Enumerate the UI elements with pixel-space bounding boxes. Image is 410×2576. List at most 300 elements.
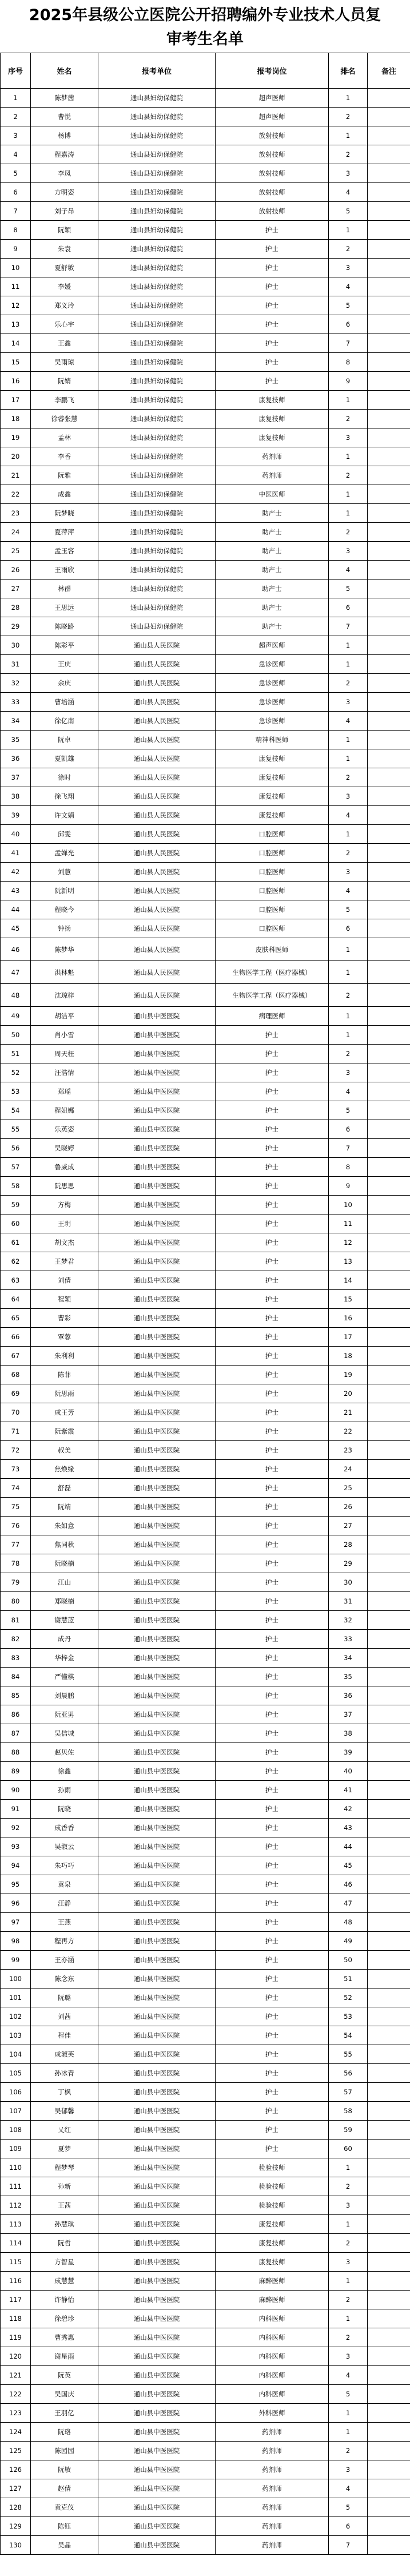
cell-rank: 16 — [329, 1309, 368, 1328]
table-row — [1, 749, 410, 768]
cell-position: 护士 — [216, 1875, 329, 1894]
cell-name: 阮珞 — [31, 2423, 98, 2442]
cell-note — [368, 2309, 410, 2328]
cell-unit: 通山县中医医院 — [98, 2442, 216, 2460]
cell-note — [368, 2385, 410, 2404]
table-row — [1, 2177, 410, 2196]
cell-index: 5 — [1, 164, 31, 183]
table-row — [1, 2234, 410, 2253]
cell-name: 阮紫霞 — [31, 1422, 98, 1441]
cell-rank: 51 — [329, 1970, 368, 1988]
table-row — [1, 655, 410, 674]
cell-name: 夏萍萍 — [31, 523, 98, 542]
cell-note — [368, 1233, 410, 1252]
cell-note — [368, 542, 410, 561]
cell-name: 王雨欣 — [31, 561, 98, 579]
cell-unit: 通山县中医医院 — [98, 1498, 216, 1517]
table-row — [1, 1705, 410, 1724]
cell-note — [368, 2234, 410, 2253]
cell-note — [368, 428, 410, 447]
cell-note — [368, 2196, 410, 2215]
cell-unit: 通山县人民医院 — [98, 844, 216, 863]
cell-index: 35 — [1, 731, 31, 749]
cell-rank: 45 — [329, 1856, 368, 1875]
table-row — [1, 391, 410, 410]
cell-note — [368, 1290, 410, 1309]
cell-position: 助产士 — [216, 504, 329, 523]
cell-index: 112 — [1, 2196, 31, 2215]
cell-name: 徐时 — [31, 768, 98, 787]
cell-unit: 通山县妇幼保健院 — [98, 428, 216, 447]
table-row — [1, 1479, 410, 1498]
cell-note — [368, 221, 410, 240]
cell-position: 药剂师 — [216, 2442, 329, 2460]
cell-rank: 1 — [329, 485, 368, 504]
cell-note — [368, 2366, 410, 2385]
cell-index: 65 — [1, 1309, 31, 1328]
cell-note — [368, 1611, 410, 1630]
cell-note — [368, 145, 410, 164]
cell-unit: 通山县中医医院 — [98, 1063, 216, 1082]
cell-position: 护士 — [216, 240, 329, 259]
cell-note — [368, 1649, 410, 1668]
cell-rank: 6 — [329, 315, 368, 334]
cell-unit: 通山县妇幼保健院 — [98, 277, 216, 296]
cell-rank: 11 — [329, 1214, 368, 1233]
cell-name: 吴郁馨 — [31, 2102, 98, 2121]
cell-unit: 通山县中医医院 — [98, 1686, 216, 1705]
cell-note — [368, 919, 410, 938]
cell-index: 100 — [1, 1970, 31, 1988]
cell-rank: 4 — [329, 806, 368, 825]
cell-name: 孙雨 — [31, 1781, 98, 1800]
cell-rank: 3 — [329, 164, 368, 183]
cell-rank: 4 — [329, 183, 368, 202]
cell-unit: 通山县妇幼保健院 — [98, 334, 216, 353]
cell-position: 护士 — [216, 315, 329, 334]
cell-unit: 通山县中医医院 — [98, 1479, 216, 1498]
cell-index: 11 — [1, 277, 31, 296]
table-row — [1, 844, 410, 863]
table-row — [1, 1101, 410, 1120]
cell-position: 护士 — [216, 1970, 329, 1988]
cell-rank: 22 — [329, 1422, 368, 1441]
cell-index: 74 — [1, 1479, 31, 1498]
cell-name: 朱利利 — [31, 1347, 98, 1366]
cell-position: 护士 — [216, 1800, 329, 1819]
cell-index: 40 — [1, 825, 31, 844]
cell-position: 康复技师 — [216, 2215, 329, 2234]
cell-unit: 通山县中医医院 — [98, 1271, 216, 1290]
cell-name: 王鑫 — [31, 334, 98, 353]
cell-index: 31 — [1, 655, 31, 674]
cell-position: 护士 — [216, 296, 329, 315]
cell-unit: 通山县人民医院 — [98, 787, 216, 806]
cell-unit: 通山县中医医院 — [98, 1592, 216, 1611]
table-row — [1, 1856, 410, 1875]
table-row — [1, 1120, 410, 1139]
cell-rank: 7 — [329, 2536, 368, 2555]
cell-position: 护士 — [216, 277, 329, 296]
cell-rank: 2 — [329, 2177, 368, 2196]
table-row — [1, 485, 410, 504]
cell-rank: 1 — [329, 447, 368, 466]
cell-note — [368, 315, 410, 334]
cell-position: 药剂师 — [216, 2423, 329, 2442]
cell-position: 护士 — [216, 1196, 329, 1214]
cell-unit: 通山县妇幼保健院 — [98, 410, 216, 428]
cell-unit: 通山县中医医院 — [98, 1611, 216, 1630]
cell-unit: 通山县妇幼保健院 — [98, 391, 216, 410]
cell-index: 93 — [1, 1837, 31, 1856]
table-row — [1, 2158, 410, 2177]
cell-name: 丁枫 — [31, 2083, 98, 2102]
table-row — [1, 2140, 410, 2158]
cell-unit: 通山县中医医院 — [98, 2177, 216, 2196]
cell-name: 徐鑫 — [31, 1762, 98, 1781]
table-row — [1, 2309, 410, 2328]
cell-index: 104 — [1, 2045, 31, 2064]
cell-index: 16 — [1, 372, 31, 391]
cell-index: 54 — [1, 1101, 31, 1120]
cell-name: 吴信城 — [31, 1724, 98, 1743]
cell-unit: 通山县中医医院 — [98, 2460, 216, 2479]
cell-rank: 26 — [329, 1498, 368, 1517]
table-row — [1, 2442, 410, 2460]
cell-rank: 6 — [329, 2517, 368, 2536]
cell-note — [368, 1403, 410, 1422]
cell-rank: 25 — [329, 1479, 368, 1498]
cell-rank: 2 — [329, 145, 368, 164]
table-row — [1, 693, 410, 712]
cell-position: 放射技师 — [216, 164, 329, 183]
cell-position: 护士 — [216, 1460, 329, 1479]
cell-note — [368, 1498, 410, 1517]
cell-rank: 1 — [329, 825, 368, 844]
cell-unit: 通山县中医医院 — [98, 1460, 216, 1479]
cell-index: 95 — [1, 1875, 31, 1894]
cell-index: 109 — [1, 2140, 31, 2158]
cell-rank: 27 — [329, 1517, 368, 1535]
table-row — [1, 1611, 410, 1630]
cell-rank: 1 — [329, 126, 368, 145]
cell-note — [368, 2121, 410, 2140]
cell-rank: 30 — [329, 1573, 368, 1592]
cell-position: 皮肤科医师 — [216, 938, 329, 961]
table-row — [1, 882, 410, 900]
cell-index: 116 — [1, 2272, 31, 2291]
cell-index: 58 — [1, 1177, 31, 1196]
cell-index: 18 — [1, 410, 31, 428]
cell-name: 程再方 — [31, 1932, 98, 1951]
cell-rank: 34 — [329, 1649, 368, 1668]
cell-note — [368, 1479, 410, 1498]
cell-index: 36 — [1, 749, 31, 768]
cell-position: 护士 — [216, 2102, 329, 2121]
cell-position: 护士 — [216, 2140, 329, 2158]
cell-note — [368, 561, 410, 579]
cell-position: 康复技师 — [216, 2253, 329, 2272]
cell-note — [368, 391, 410, 410]
cell-index: 119 — [1, 2328, 31, 2347]
cell-name: 朱袁 — [31, 240, 98, 259]
cell-unit: 通山县人民医院 — [98, 825, 216, 844]
cell-index: 105 — [1, 2064, 31, 2083]
cell-note — [368, 1045, 410, 1063]
cell-name: 方梅 — [31, 1196, 98, 1214]
cell-unit: 通山县中医医院 — [98, 1743, 216, 1762]
cell-index: 72 — [1, 1441, 31, 1460]
cell-name: 吴晶 — [31, 2536, 98, 2555]
cell-note — [368, 1347, 410, 1366]
cell-position: 药剂师 — [216, 466, 329, 485]
cell-position: 护士 — [216, 353, 329, 372]
cell-rank: 1 — [329, 2404, 368, 2423]
table-row — [1, 2479, 410, 2498]
cell-unit: 通山县妇幼保健院 — [98, 353, 216, 372]
cell-note — [368, 2083, 410, 2102]
cell-index: 61 — [1, 1233, 31, 1252]
cell-position: 外科医师 — [216, 2404, 329, 2423]
cell-position: 超声医师 — [216, 636, 329, 655]
cell-position: 助产士 — [216, 617, 329, 636]
cell-index: 19 — [1, 428, 31, 447]
cell-unit: 通山县中医医院 — [98, 2045, 216, 2064]
cell-name: 周天枉 — [31, 1045, 98, 1063]
table-row — [1, 1460, 410, 1479]
cell-rank: 46 — [329, 1875, 368, 1894]
cell-rank: 2 — [329, 410, 368, 428]
cell-note — [368, 2158, 410, 2177]
cell-unit: 通山县中医医院 — [98, 1988, 216, 2007]
cell-unit: 通山县中医医院 — [98, 1290, 216, 1309]
cell-name: 严懂棋 — [31, 1668, 98, 1686]
cell-index: 62 — [1, 1252, 31, 1271]
cell-index: 124 — [1, 2423, 31, 2442]
cell-index: 52 — [1, 1063, 31, 1082]
cell-note — [368, 1460, 410, 1479]
cell-rank: 20 — [329, 1384, 368, 1403]
table-row — [1, 1573, 410, 1592]
cell-index: 2 — [1, 108, 31, 126]
cell-rank: 2 — [329, 523, 368, 542]
cell-index: 78 — [1, 1554, 31, 1573]
cell-name: 王羽亿 — [31, 2404, 98, 2423]
cell-name: 孟玉容 — [31, 542, 98, 561]
cell-position: 护士 — [216, 1819, 329, 1837]
cell-name: 成慧慧 — [31, 2272, 98, 2291]
cell-index: 69 — [1, 1384, 31, 1403]
document-title: 2025年县级公立医院公开招聘编外专业技术人员复审考生名单 — [29, 6, 381, 48]
table-row — [1, 164, 410, 183]
cell-name: 孙慧琪 — [31, 2215, 98, 2234]
cell-name: 华梓金 — [31, 1649, 98, 1668]
table-row — [1, 1837, 410, 1856]
cell-unit: 通山县妇幼保健院 — [98, 504, 216, 523]
cell-position: 急诊医师 — [216, 655, 329, 674]
cell-unit: 通山县中医医院 — [98, 2064, 216, 2083]
cell-unit: 通山县人民医院 — [98, 961, 216, 984]
cell-name: 曹培涵 — [31, 693, 98, 712]
cell-rank: 4 — [329, 2479, 368, 2498]
cell-rank: 1 — [329, 749, 368, 768]
cell-rank: 33 — [329, 1630, 368, 1649]
table-row — [1, 919, 410, 938]
cell-rank: 5 — [329, 900, 368, 919]
cell-unit: 通山县人民医院 — [98, 806, 216, 825]
cell-note — [368, 2328, 410, 2347]
cell-rank: 40 — [329, 1762, 368, 1781]
cell-note — [368, 1762, 410, 1781]
cell-name: 乐心宇 — [31, 315, 98, 334]
cell-unit: 通山县中医医院 — [98, 2423, 216, 2442]
cell-rank: 7 — [329, 1139, 368, 1158]
cell-unit: 通山县中医医院 — [98, 1441, 216, 1460]
cell-name: 袁泉 — [31, 1875, 98, 1894]
table-row — [1, 504, 410, 523]
cell-note — [368, 787, 410, 806]
table-row — [1, 240, 410, 259]
cell-note — [368, 2442, 410, 2460]
cell-rank: 28 — [329, 1535, 368, 1554]
cell-index: 73 — [1, 1460, 31, 1479]
cell-name: 曹秀惠 — [31, 2328, 98, 2347]
table-row — [1, 1724, 410, 1743]
cell-note — [368, 1384, 410, 1403]
cell-rank: 9 — [329, 372, 368, 391]
cell-index: 33 — [1, 693, 31, 712]
table-row — [1, 1290, 410, 1309]
cell-unit: 通山县中医医院 — [98, 2536, 216, 2555]
cell-index: 39 — [1, 806, 31, 825]
cell-name: 阮雅 — [31, 466, 98, 485]
cell-position: 护士 — [216, 1686, 329, 1705]
table-row — [1, 372, 410, 391]
cell-note — [368, 504, 410, 523]
cell-position: 内科医师 — [216, 2366, 329, 2385]
cell-rank: 1 — [329, 655, 368, 674]
cell-index: 67 — [1, 1347, 31, 1366]
cell-note — [368, 108, 410, 126]
cell-name: 阮卓 — [31, 731, 98, 749]
cell-note — [368, 768, 410, 787]
cell-unit: 通山县中医医院 — [98, 2328, 216, 2347]
cell-unit: 通山县人民医院 — [98, 984, 216, 1007]
cell-note — [368, 2026, 410, 2045]
cell-name: 覃蓉 — [31, 1328, 98, 1347]
table-row — [1, 145, 410, 164]
cell-rank: 36 — [329, 1686, 368, 1705]
cell-position: 放射技师 — [216, 145, 329, 164]
cell-note — [368, 1988, 410, 2007]
cell-index: 128 — [1, 2498, 31, 2517]
cell-rank: 9 — [329, 1177, 368, 1196]
cell-index: 106 — [1, 2083, 31, 2102]
cell-note — [368, 277, 410, 296]
cell-name: 郑义玲 — [31, 296, 98, 315]
cell-index: 25 — [1, 542, 31, 561]
cell-index: 8 — [1, 221, 31, 240]
cell-name: 阮璐 — [31, 1988, 98, 2007]
cell-position: 护士 — [216, 1309, 329, 1328]
cell-name: 洪林魁 — [31, 961, 98, 984]
cell-name: 夏梦 — [31, 2140, 98, 2158]
cell-note — [368, 1932, 410, 1951]
cell-unit: 通山县中医医院 — [98, 1196, 216, 1214]
table-row — [1, 259, 410, 277]
table-row — [1, 334, 410, 353]
table-row — [1, 202, 410, 221]
cell-name: 阮新明 — [31, 882, 98, 900]
cell-unit: 通山县中医医院 — [98, 1705, 216, 1724]
cell-note — [368, 1781, 410, 1800]
cell-index: 79 — [1, 1573, 31, 1592]
cell-position: 康复技师 — [216, 410, 329, 428]
cell-unit: 通山县中医医院 — [98, 2215, 216, 2234]
cell-note — [368, 1554, 410, 1573]
cell-unit: 通山县中医医院 — [98, 2291, 216, 2309]
cell-position: 护士 — [216, 2083, 329, 2102]
table-row — [1, 900, 410, 919]
cell-unit: 通山县中医医院 — [98, 1554, 216, 1573]
cell-name: 江山 — [31, 1573, 98, 1592]
table-row — [1, 2517, 410, 2536]
cell-index: 81 — [1, 1611, 31, 1630]
cell-position: 护士 — [216, 1592, 329, 1611]
cell-name: 王庆 — [31, 655, 98, 674]
cell-note — [368, 2045, 410, 2064]
cell-note — [368, 712, 410, 731]
cell-position: 护士 — [216, 2045, 329, 2064]
cell-position: 康复技师 — [216, 806, 329, 825]
cell-rank: 42 — [329, 1800, 368, 1819]
cell-rank: 60 — [329, 2140, 368, 2158]
cell-name: 程嘉涛 — [31, 145, 98, 164]
cell-unit: 通山县中医医院 — [98, 1837, 216, 1856]
cell-name: 徐睿张慧 — [31, 410, 98, 428]
cell-unit: 通山县妇幼保健院 — [98, 315, 216, 334]
cell-name: 曹彩 — [31, 1309, 98, 1328]
cell-name: 阮哲 — [31, 2234, 98, 2253]
cell-position: 药剂师 — [216, 2517, 329, 2536]
cell-position: 助产士 — [216, 579, 329, 598]
table-row — [1, 712, 410, 731]
cell-position: 药剂师 — [216, 2498, 329, 2517]
cell-rank: 2 — [329, 984, 368, 1007]
cell-index: 89 — [1, 1762, 31, 1781]
header-position: 报考岗位 — [216, 53, 329, 89]
cell-note — [368, 2253, 410, 2272]
cell-rank: 35 — [329, 1668, 368, 1686]
cell-name: 阮敏 — [31, 2460, 98, 2479]
cell-position: 护士 — [216, 259, 329, 277]
cell-name: 方明姿 — [31, 183, 98, 202]
cell-note — [368, 1252, 410, 1271]
cell-note — [368, 938, 410, 961]
cell-name: 王梦君 — [31, 1252, 98, 1271]
cell-position: 护士 — [216, 1894, 329, 1913]
cell-name: 徐亿南 — [31, 712, 98, 731]
cell-position: 护士 — [216, 1743, 329, 1762]
cell-rank: 2 — [329, 768, 368, 787]
cell-index: 26 — [1, 561, 31, 579]
cell-unit: 通山县中医医院 — [98, 1913, 216, 1932]
cell-position: 护士 — [216, 1668, 329, 1686]
cell-rank: 3 — [329, 2347, 368, 2366]
table-row — [1, 353, 410, 372]
cell-note — [368, 1007, 410, 1026]
table-row — [1, 1045, 410, 1063]
